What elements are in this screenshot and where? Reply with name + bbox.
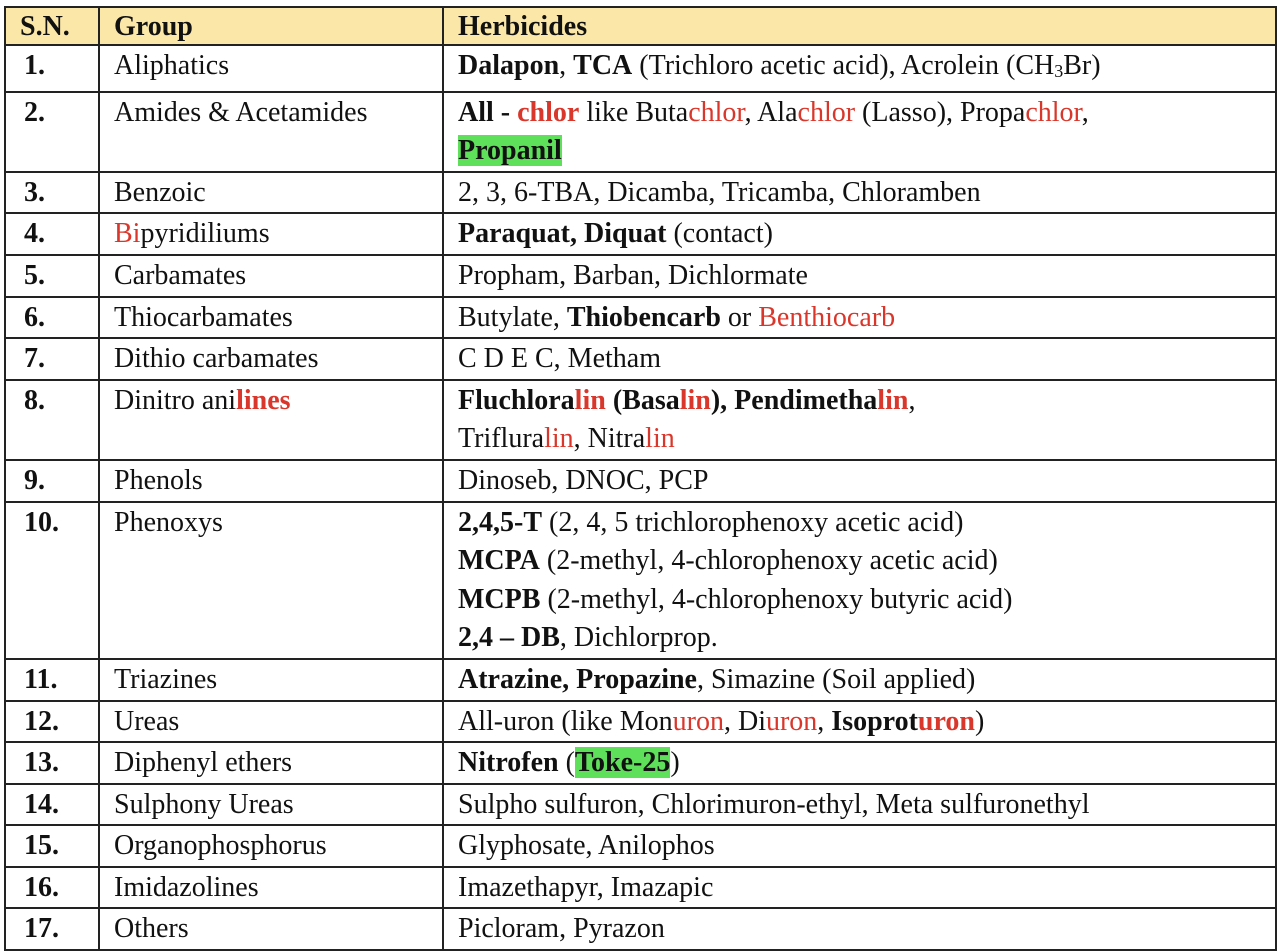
serial-number-cell: 5. — [5, 255, 99, 297]
text-segment: Aliphatics — [114, 50, 230, 81]
text-segment: Diphenyl ethers — [114, 747, 293, 779]
text-segment: TCA — [573, 50, 633, 81]
group-cell — [99, 659, 443, 701]
text-segment: , Nitra — [573, 423, 646, 455]
text-segment: , — [908, 384, 916, 416]
text-segment: Propham, Barban, Dichlormate — [458, 259, 808, 291]
herbicide-line — [458, 744, 1261, 783]
group-cell — [99, 92, 443, 172]
herbicide-classification-table — [4, 6, 1277, 951]
serial-number-cell: 3. — [5, 172, 99, 214]
text-segment: lines — [236, 384, 291, 416]
herbicide-line — [458, 661, 1261, 700]
text-segment: Phenoxys — [114, 506, 223, 538]
table-row — [5, 460, 1276, 502]
text-segment: or — [720, 301, 759, 333]
text-segment: Isoprot — [831, 705, 918, 737]
text-segment: C D E C, Metham — [458, 343, 661, 375]
text-segment: Atrazine, Propazine — [458, 663, 697, 695]
table-row — [5, 908, 1276, 950]
text-segment: ) — [670, 747, 680, 779]
text-segment: Thiocarbamates — [114, 301, 293, 333]
text-segment: , Simazine (Soil applied) — [696, 663, 976, 695]
table-row — [5, 255, 1276, 297]
table-body — [5, 45, 1276, 950]
herbicide-line — [458, 869, 1261, 908]
table-row — [5, 338, 1276, 380]
herbicide-line — [458, 786, 1261, 825]
text-segment: uron — [917, 705, 975, 737]
group-cell — [99, 460, 443, 502]
table-row — [5, 825, 1276, 867]
herbicide-line — [458, 47, 1261, 91]
text-segment: lin — [877, 384, 909, 416]
serial-number-cell: 2. — [5, 92, 99, 172]
text-segment: Propanil — [458, 135, 562, 167]
herbicide-line — [458, 174, 1261, 213]
group-cell — [99, 701, 443, 743]
text-segment: Dinoseb, DNOC, PCP — [458, 464, 709, 496]
text-segment: uron — [765, 705, 818, 737]
serial-number-cell: 4. — [5, 213, 99, 255]
text-segment: Others — [114, 913, 189, 945]
header-row — [5, 7, 1276, 45]
table-header — [5, 7, 1276, 45]
table-row — [5, 297, 1276, 339]
serial-number-cell: 14. — [5, 784, 99, 826]
group-cell — [99, 172, 443, 214]
group-cell — [99, 742, 443, 784]
serial-number-cell: 17. — [5, 908, 99, 950]
text-segment: , Ala — [744, 96, 798, 128]
text-segment: Bi — [114, 218, 141, 250]
text-segment: , — [817, 705, 832, 737]
text-segment: Br) — [1063, 50, 1101, 81]
table-row — [5, 213, 1276, 255]
serial-number-cell: 11. — [5, 659, 99, 701]
text-segment: Amides & Acetamides — [114, 96, 368, 128]
text-segment: chlor — [517, 96, 580, 128]
text-segment: All - — [458, 96, 518, 128]
text-segment: Imidazolines — [114, 871, 259, 903]
serial-number-cell: 10. — [5, 502, 99, 659]
herbicides-cell — [443, 867, 1276, 909]
header-herbicides: Herbicides — [443, 7, 1276, 45]
group-cell — [99, 45, 443, 92]
text-segment: uron — [672, 705, 724, 737]
herbicides-cell — [443, 255, 1276, 297]
text-segment: Benzoic — [114, 176, 206, 208]
text-segment: , — [559, 50, 574, 81]
group-cell — [99, 502, 443, 659]
herbicides-cell — [443, 460, 1276, 502]
text-segment: Paraquat, Diquat — [458, 218, 667, 250]
group-cell — [99, 867, 443, 909]
text-segment: , — [1081, 96, 1089, 128]
text-segment: Triflura — [458, 423, 545, 455]
text-segment: pyridiliums — [140, 218, 270, 250]
herbicide-line — [458, 215, 1261, 254]
text-segment: lin — [645, 423, 675, 455]
table-row — [5, 867, 1276, 909]
text-segment: Dalapon — [458, 50, 560, 81]
herbicides-cell — [443, 908, 1276, 950]
serial-number-cell: 1. — [5, 45, 99, 92]
herbicides-cell — [443, 825, 1276, 867]
text-segment: Organophosphorus — [114, 830, 327, 862]
text-segment: Thiobencarb — [566, 301, 721, 333]
serial-number-cell: 15. — [5, 825, 99, 867]
herbicides-cell — [443, 380, 1276, 460]
herbicide-line — [458, 132, 1261, 171]
text-segment: Carbamates — [114, 259, 247, 291]
table-row — [5, 380, 1276, 460]
group-cell — [99, 255, 443, 297]
text-segment: Triazines — [114, 663, 218, 695]
text-segment: chlor — [797, 96, 856, 128]
herbicide-line — [458, 910, 1261, 949]
herbicides-cell — [443, 45, 1276, 92]
herbicides-cell — [443, 297, 1276, 339]
text-segment: Benthiocarb — [758, 301, 896, 333]
group-cell — [99, 825, 443, 867]
herbicide-line — [458, 340, 1261, 379]
table-row — [5, 701, 1276, 743]
herbicides-cell — [443, 172, 1276, 214]
text-segment: like Buta — [579, 96, 689, 128]
text-segment: MCPA — [458, 545, 540, 577]
text-segment: Phenols — [114, 464, 203, 496]
herbicide-line — [458, 257, 1261, 296]
herbicides-cell — [443, 502, 1276, 659]
herbicide-table-container — [4, 6, 1275, 951]
text-segment: lin — [679, 384, 711, 416]
herbicide-line — [458, 94, 1261, 133]
herbicides-cell — [443, 784, 1276, 826]
table-row — [5, 742, 1276, 784]
herbicide-line — [458, 703, 1261, 742]
text-segment: ( — [558, 747, 575, 779]
text-segment: (Lasso), Propa — [855, 96, 1026, 128]
text-segment: Sulpho sulfuron, Chlorimuron-ethyl, Meta sulfuronethyl — [458, 788, 1090, 820]
group-cell — [99, 213, 443, 255]
text-segment: (2, 4, 5 trichlorophenoxy acetic acid) — [542, 506, 964, 538]
herbicides-cell — [443, 338, 1276, 380]
header-sn: S.N. — [5, 7, 99, 45]
serial-number-cell: 12. — [5, 701, 99, 743]
text-segment: lin — [574, 384, 606, 416]
text-segment: Toke-25 — [574, 747, 671, 779]
table-row — [5, 45, 1276, 92]
table-row — [5, 659, 1276, 701]
herbicides-cell — [443, 92, 1276, 172]
herbicide-line — [458, 827, 1261, 866]
herbicide-line — [458, 420, 1261, 459]
text-segment: (2-methyl, 4-chlorophenoxy butyric acid) — [540, 583, 1013, 615]
table-row — [5, 502, 1276, 659]
text-segment: , Di — [723, 705, 766, 737]
herbicide-line — [458, 619, 1261, 658]
herbicides-cell — [443, 213, 1276, 255]
text-segment: 3 — [1054, 61, 1064, 81]
text-segment: lin — [544, 423, 574, 455]
text-segment: Imazethapyr, Imazapic — [458, 871, 714, 903]
header-group: Group — [99, 7, 443, 45]
herbicide-line — [458, 462, 1261, 501]
herbicide-line — [458, 581, 1261, 620]
table-row — [5, 172, 1276, 214]
serial-number-cell: 13. — [5, 742, 99, 784]
table-row — [5, 92, 1276, 172]
text-segment: Glyphosate, Anilophos — [458, 830, 715, 862]
text-segment: (Basa — [605, 384, 680, 416]
text-segment: All-uron (like Mon — [458, 705, 673, 737]
group-cell — [99, 380, 443, 460]
herbicide-line — [458, 504, 1261, 543]
text-segment: ), Pendimetha — [710, 384, 878, 416]
herbicides-cell — [443, 742, 1276, 784]
table-row — [5, 784, 1276, 826]
herbicides-cell — [443, 701, 1276, 743]
serial-number-cell: 7. — [5, 338, 99, 380]
group-cell — [99, 338, 443, 380]
serial-number-cell: 8. — [5, 380, 99, 460]
text-segment: (Trichloro acetic acid), Acrolein (CH — [632, 50, 1055, 81]
text-segment: chlor — [1025, 96, 1082, 128]
text-segment: Sulphony Ureas — [114, 788, 294, 820]
text-segment: Butylate, — [458, 301, 567, 333]
text-segment: , Dichlorprop. — [559, 622, 718, 654]
text-segment: Nitrofen — [458, 747, 559, 779]
text-segment: (2-methyl, 4-chlorophenoxy acetic acid) — [539, 545, 998, 577]
text-segment: MCPB — [458, 583, 541, 615]
serial-number-cell: 16. — [5, 867, 99, 909]
text-segment: Ureas — [114, 705, 180, 737]
text-segment: 2, 3, 6-TBA, Dicamba, Tricamba, Chloramben — [458, 176, 981, 208]
text-segment: ) — [975, 705, 985, 737]
text-segment: (contact) — [666, 218, 773, 250]
herbicide-line — [458, 299, 1261, 338]
text-segment: Dithio carbamates — [114, 343, 319, 375]
serial-number-cell: 9. — [5, 460, 99, 502]
text-segment: Fluchlora — [458, 384, 575, 416]
text-segment: 2,4 – DB — [458, 622, 560, 654]
text-segment: 2,4,5-T — [458, 506, 542, 538]
herbicide-line — [458, 542, 1261, 581]
group-cell — [99, 297, 443, 339]
herbicide-line — [458, 382, 1261, 421]
text-segment: Dinitro ani — [114, 384, 237, 416]
group-cell — [99, 784, 443, 826]
serial-number-cell: 6. — [5, 297, 99, 339]
group-cell — [99, 908, 443, 950]
text-segment: chlor — [688, 96, 745, 128]
herbicides-cell — [443, 659, 1276, 701]
text-segment: Picloram, Pyrazon — [458, 913, 665, 945]
